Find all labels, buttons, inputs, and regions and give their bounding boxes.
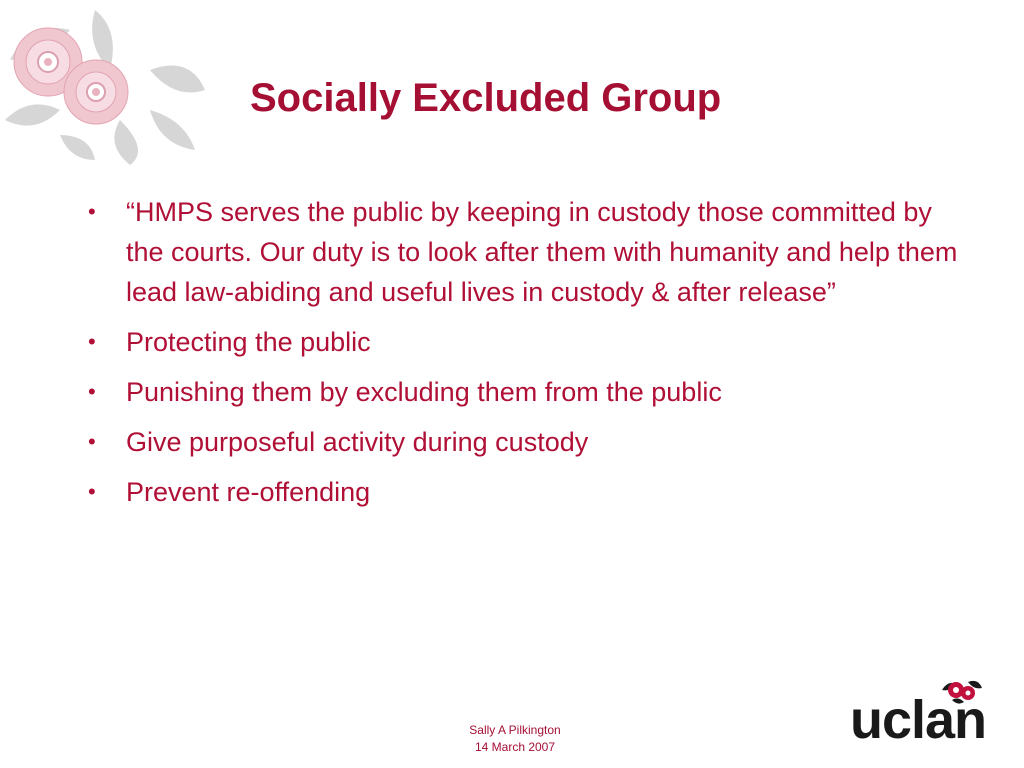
decorative-flowers-icon bbox=[0, 0, 215, 165]
slide-title: Socially Excluded Group bbox=[250, 76, 722, 120]
logo-text: uclan bbox=[850, 690, 987, 750]
bullet-marker: • bbox=[88, 429, 96, 454]
uclan-logo bbox=[850, 676, 1010, 756]
bullet-item bbox=[88, 422, 958, 462]
bullet-marker: • bbox=[88, 479, 96, 504]
footer-author: Sally A Pilkington bbox=[469, 723, 561, 737]
bullet-marker: • bbox=[88, 379, 96, 404]
bullet-text: Protecting the public bbox=[126, 327, 371, 357]
bullet-marker: • bbox=[88, 199, 96, 224]
bullet-text: Punishing them by excluding them from the public bbox=[126, 377, 722, 407]
bullet-marker: • bbox=[88, 329, 96, 354]
bullet-text: Give purposeful activity during custody bbox=[126, 427, 589, 457]
footer bbox=[420, 722, 610, 756]
bullet-list bbox=[88, 192, 958, 522]
bullet-item bbox=[88, 372, 958, 412]
bullet-text: “HMPS serves the public by keeping in custody those committed by the courts. Our duty is to look after them with humanity and help them lead law-abiding and useful lives in custody & after release” bbox=[126, 197, 958, 307]
bullet-item bbox=[88, 192, 958, 312]
bullet-text: Prevent re-offending bbox=[126, 477, 371, 507]
bullet-item bbox=[88, 322, 958, 362]
footer-date: 14 March 2007 bbox=[474, 740, 556, 754]
bullet-item bbox=[88, 472, 958, 512]
